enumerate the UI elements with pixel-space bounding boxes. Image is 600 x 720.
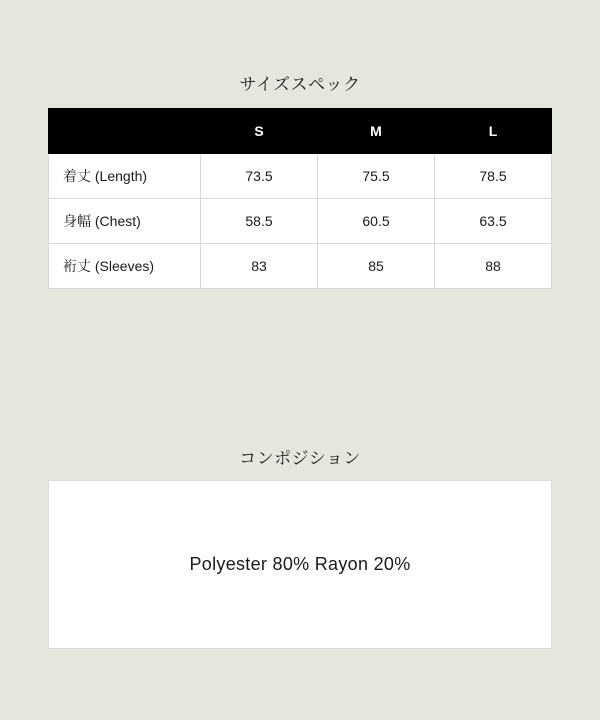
- cell-chest-m: 60.5: [318, 199, 435, 244]
- table-header-cell-corner: [49, 109, 201, 154]
- size-spec-table: [48, 108, 552, 289]
- cell-length-s: 73.5: [201, 154, 318, 199]
- size-spec-title: サイズスペック: [239, 75, 361, 94]
- composition-panel: [48, 480, 552, 649]
- composition-title: コンポジション: [239, 449, 361, 468]
- row-label-chest: 身幅 (Chest): [49, 199, 201, 244]
- size-spec-table-body: [49, 154, 552, 289]
- size-spec-table-head: [49, 109, 552, 154]
- table-header-cell-l: L: [435, 109, 552, 154]
- table-row: [49, 154, 552, 199]
- table-header-cell-m: M: [318, 109, 435, 154]
- table-header-row: [49, 109, 552, 154]
- cell-length-m: 75.5: [318, 154, 435, 199]
- row-label-sleeves: 裄丈 (Sleeves): [49, 244, 201, 289]
- table-row: [49, 244, 552, 289]
- row-label-length: 着丈 (Length): [49, 154, 201, 199]
- cell-sleeves-s: 83: [201, 244, 318, 289]
- cell-sleeves-l: 88: [435, 244, 552, 289]
- table-row: [49, 199, 552, 244]
- cell-length-l: 78.5: [435, 154, 552, 199]
- cell-chest-s: 58.5: [201, 199, 318, 244]
- table-header-cell-s: S: [201, 109, 318, 154]
- composition-text: Polyester 80% Rayon 20%: [189, 554, 411, 574]
- cell-sleeves-m: 85: [318, 244, 435, 289]
- cell-chest-l: 63.5: [435, 199, 552, 244]
